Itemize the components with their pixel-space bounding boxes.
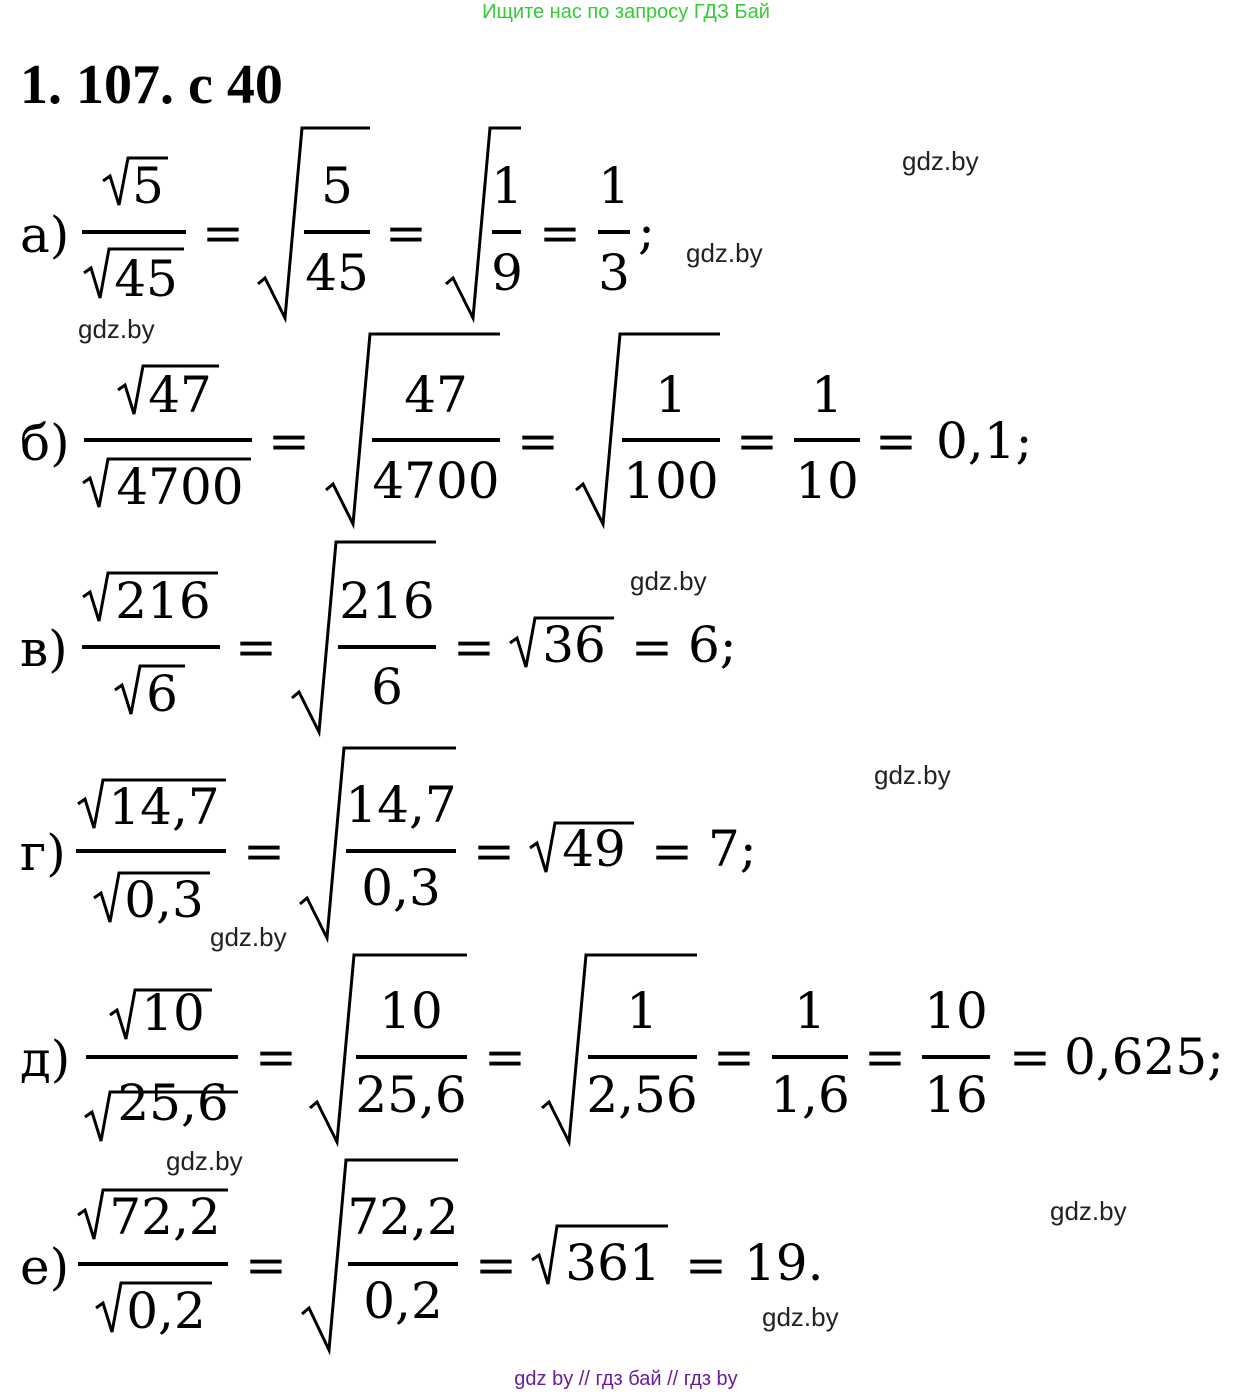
- item-label: е): [20, 1238, 70, 1296]
- equals-sign: =: [651, 822, 693, 880]
- numerator: 216: [115, 572, 211, 630]
- denominator: 45: [305, 244, 369, 302]
- search-hint-banner[interactable]: Ищите нас по запросу ГДЗ Бай: [482, 1, 770, 23]
- numerator: 1: [655, 366, 687, 424]
- equals-sign: =: [713, 1028, 755, 1086]
- equals-sign: =: [202, 204, 244, 262]
- denominator: 16: [924, 1066, 988, 1124]
- numerator: 216: [339, 572, 435, 630]
- equals-sign: =: [484, 1028, 526, 1086]
- numerator: 10: [924, 982, 988, 1040]
- equals-sign: =: [875, 412, 917, 470]
- denominator: 6: [371, 658, 403, 716]
- denominator: 45: [114, 250, 178, 308]
- watermark: gdz.by: [78, 314, 155, 344]
- result: 7;: [708, 820, 757, 878]
- denominator: 4700: [116, 458, 244, 516]
- equals-sign: =: [685, 1236, 727, 1294]
- numerator: 14,7: [108, 778, 220, 836]
- denominator: 0,3: [124, 871, 204, 929]
- numerator: 14,7: [345, 776, 457, 834]
- radicand: 49: [562, 820, 626, 878]
- equals-sign: =: [255, 1028, 297, 1086]
- watermark: gdz.by: [166, 1146, 243, 1176]
- numerator: 47: [148, 366, 212, 424]
- equals-sign: =: [453, 618, 495, 676]
- numerator: 72,2: [347, 1188, 459, 1246]
- watermark: gdz.by: [1050, 1196, 1127, 1226]
- equals-sign: =: [235, 618, 277, 676]
- numerator: 1: [811, 366, 843, 424]
- radical-sign: [292, 542, 436, 732]
- equals-sign: =: [631, 618, 673, 676]
- denominator: 4700: [372, 452, 500, 510]
- equals-sign: =: [268, 412, 310, 470]
- equals-sign: =: [475, 1236, 517, 1294]
- site-footer[interactable]: gdz by // гдз бай // гдз by: [514, 1368, 738, 1390]
- numerator: 5: [321, 157, 353, 215]
- numerator: 1: [491, 157, 523, 215]
- numerator: 72,2: [109, 1188, 221, 1246]
- numerator: 47: [404, 366, 468, 424]
- denominator: 0,3: [361, 859, 441, 917]
- denominator: 9: [491, 244, 523, 302]
- item-label: в): [20, 620, 68, 678]
- numerator: 1: [626, 982, 658, 1040]
- denominator: 25,6: [117, 1074, 229, 1132]
- denominator: 10: [795, 452, 859, 510]
- numerator: 5: [132, 157, 164, 215]
- result: 0,1;: [936, 412, 1033, 470]
- denominator: 0,2: [126, 1282, 206, 1340]
- item-label: б): [20, 414, 70, 472]
- watermark: gdz.by: [762, 1302, 839, 1332]
- watermark: gdz.by: [902, 146, 979, 176]
- punctuation: ;: [638, 202, 655, 260]
- denominator: 2,56: [586, 1066, 698, 1124]
- denominator: 25,6: [355, 1066, 467, 1124]
- denominator: 3: [598, 244, 630, 302]
- radicand: 361: [565, 1234, 661, 1292]
- result: 0,625;: [1064, 1028, 1224, 1086]
- item-label: г): [20, 824, 66, 882]
- equals-sign: =: [539, 204, 581, 262]
- denominator: 0,2: [363, 1272, 443, 1330]
- denominator: 1,6: [770, 1066, 850, 1124]
- equals-sign: =: [245, 1236, 287, 1294]
- watermark: gdz.by: [874, 760, 951, 790]
- radicand: 36: [542, 616, 606, 674]
- exercise-title: 1. 107. с 40: [20, 54, 283, 116]
- equals-sign: =: [517, 412, 559, 470]
- denominator: 100: [623, 452, 719, 510]
- equals-sign: =: [243, 822, 285, 880]
- watermark: gdz.by: [210, 922, 287, 952]
- equals-sign: =: [864, 1028, 906, 1086]
- equals-sign: =: [736, 412, 778, 470]
- equals-sign: =: [1009, 1028, 1051, 1086]
- numerator: 1: [598, 157, 630, 215]
- watermark: gdz.by: [686, 238, 763, 268]
- equals-sign: =: [473, 822, 515, 880]
- numerator: 1: [794, 982, 826, 1040]
- denominator: 6: [146, 665, 178, 723]
- numerator: 10: [141, 984, 205, 1042]
- equals-sign: =: [385, 204, 427, 262]
- result: 6;: [688, 616, 737, 674]
- item-label: д): [20, 1030, 71, 1088]
- watermark: gdz.by: [630, 566, 707, 596]
- item-label: а): [20, 206, 70, 264]
- numerator: 10: [379, 982, 443, 1040]
- result: 19.: [744, 1234, 824, 1292]
